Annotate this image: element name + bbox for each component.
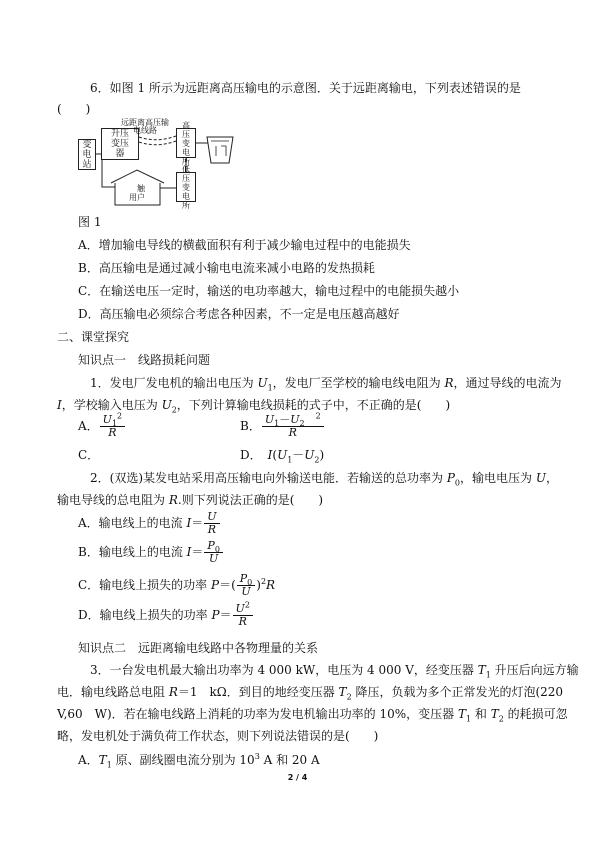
subscript: 1 <box>466 714 472 724</box>
subscript: 1 <box>287 455 293 465</box>
variable: R <box>108 426 117 439</box>
transformer-symbol-icon <box>207 137 233 163</box>
subscript: 2 <box>299 419 305 429</box>
variable: P <box>211 608 220 622</box>
text-run: － <box>279 413 291 426</box>
variable: R <box>238 615 247 628</box>
high-voltage-substation-label: 高压变电所 <box>182 120 190 166</box>
text-run: 输电导线的总电阻为 <box>57 493 169 507</box>
subscript: 0 <box>214 545 220 555</box>
text-run: C． <box>78 448 100 462</box>
variable: U <box>257 376 268 390</box>
subscript: 1 <box>485 670 491 680</box>
question-1-stem-line-2 <box>57 397 450 413</box>
fraction <box>100 411 125 439</box>
variable: R <box>168 685 178 699</box>
question-1-option-c <box>78 447 99 463</box>
question-6-answer-blank: ( ) <box>57 102 91 116</box>
fraction-denominator <box>204 524 219 536</box>
variable: I <box>186 545 192 559</box>
variable: T <box>338 685 347 699</box>
user-label: 触用户 <box>129 184 145 202</box>
text-run: ，输电电压为 <box>460 471 536 485</box>
text-run: ( <box>272 448 278 462</box>
question-6-option-a: A．增加输电导线的横截面积有利于减少输电过程中的电能损失 <box>78 238 411 252</box>
text-run: .则下列说法正确的是( ) <box>177 493 324 507</box>
substation-box <box>78 139 96 170</box>
variable: U <box>277 448 288 462</box>
subscript: 2 <box>314 455 320 465</box>
variable: U <box>304 448 315 462</box>
text-run: 升压后向远方输 <box>490 663 579 677</box>
question-2-option-b <box>78 540 224 565</box>
fraction-denominator <box>262 427 324 439</box>
variable: U <box>207 510 217 523</box>
subscript: 0 <box>454 478 460 488</box>
text-run: A． <box>78 753 99 767</box>
question-2-stem-line-1 <box>90 470 558 486</box>
subscript: 0 <box>247 578 253 588</box>
variable: U <box>161 398 172 412</box>
text-run: B．输电线上的电流 <box>78 545 187 559</box>
question-2-option-c <box>78 573 275 598</box>
text-run: ，通过导线的电流为 <box>453 376 562 390</box>
text-run: ) <box>319 448 325 462</box>
text-run: 2．(双选)某发电站采用高压输电向外输送电能．若输送的总功率为 <box>90 471 447 485</box>
variable: P <box>211 578 220 592</box>
text-run: 的耗损可忽 <box>503 707 568 721</box>
substation-label: 变电站 <box>82 139 92 170</box>
fraction <box>262 411 324 439</box>
topic-1-heading: 知识点一 线路损耗问题 <box>78 353 211 367</box>
variable: T <box>490 707 499 721</box>
text-run: ，学校输入电压为 <box>61 398 162 412</box>
text-run: ＝ <box>191 545 204 559</box>
subscript: 1 <box>267 383 273 393</box>
superscript: 3 <box>254 752 260 761</box>
subscript: 2 <box>346 692 352 702</box>
superscript: 2 <box>315 411 321 421</box>
high-voltage-substation-box <box>176 120 196 166</box>
variable: I <box>57 398 62 412</box>
question-3-stem-line-2 <box>57 684 563 700</box>
variable: U <box>102 413 112 426</box>
question-6-option-b: B．高压输电是通过减小输电电流来减小电路的发热损耗 <box>78 261 375 275</box>
variable: I <box>267 448 273 462</box>
fraction <box>204 511 219 536</box>
connector-line <box>102 160 115 187</box>
transmission-line-wire <box>139 136 176 140</box>
text-run: 原、副线圈电流分别为 10 <box>111 753 255 767</box>
variable: R <box>168 493 178 507</box>
question-1-stem-line-1 <box>90 375 562 391</box>
text-run: B． <box>240 419 261 433</box>
fraction-denominator <box>100 427 125 439</box>
text-run: A 和 20 A <box>259 753 320 767</box>
variable: P <box>239 572 248 585</box>
figure-1-power-transmission-diagram <box>75 118 240 208</box>
fraction <box>237 573 256 598</box>
question-6-option-c: C．在输送电压一定时，输送的电功率越大，输电过程中的电能损失越小 <box>78 284 460 298</box>
variable: U <box>241 585 251 598</box>
variable: R <box>207 523 217 536</box>
subscript: 1 <box>111 419 118 429</box>
variable: U <box>235 602 245 615</box>
step-up-transformer-label: 升压变压器 <box>110 129 129 159</box>
fraction <box>204 540 223 565</box>
question-3-option-a <box>78 752 320 768</box>
low-voltage-substation-box <box>176 164 196 210</box>
text-run: ＝1 kΩ．到目的地经变压器 <box>177 685 339 699</box>
text-run: ， <box>545 471 558 485</box>
subscript: 2 <box>498 714 504 724</box>
text-run: V,60 W)．若在输电线路上消耗的功率为发电机输出功率的 10%，变压器 <box>57 707 458 721</box>
text-run: 和 <box>471 707 491 721</box>
text-run: 降压，负载为多个正常发光的灯泡(220 <box>351 685 564 699</box>
fraction <box>233 600 253 628</box>
text-run <box>305 413 316 426</box>
question-2-option-a <box>78 511 221 536</box>
variable: R <box>266 578 276 592</box>
text-run: ) <box>256 578 261 592</box>
text-run: － <box>292 448 305 462</box>
variable: I <box>186 516 192 530</box>
section-heading: 二、课堂探究 <box>57 330 130 344</box>
text-run: A．输电线上的电流 <box>78 516 187 530</box>
variable: P <box>207 539 215 552</box>
question-1-option-b <box>240 411 325 439</box>
figure-1-caption: 图 1 <box>78 215 102 229</box>
variable: R <box>444 376 454 390</box>
question-6-option-d: D．高压输电必须综合考虑各种因素，不一定是电压越高越好 <box>78 307 400 321</box>
text-run: 电．输电线路总电阻 <box>57 685 169 699</box>
page-number: 2 / 4 <box>287 773 308 782</box>
subscript: 2 <box>171 405 177 415</box>
subscript: 1 <box>106 760 112 770</box>
variable: U <box>535 471 546 485</box>
variable: P <box>446 471 455 485</box>
text-run: ＝( <box>219 578 236 592</box>
superscript: 2 <box>260 577 267 586</box>
question-6-stem-line-1: 6．如图 1 所示为远距离高压输电的示意图．关于远距离输电，下列表述错误的是 <box>90 81 521 95</box>
subscript: 1 <box>274 419 280 429</box>
text-run: A． <box>78 419 99 433</box>
text-run: ，发电厂至学校的输电线电阻为 <box>272 376 445 390</box>
question-2-option-d <box>78 600 254 628</box>
topic-2-heading: 知识点二 远距离输电线路中各物理量的关系 <box>78 641 319 655</box>
variable: T <box>457 707 466 721</box>
question-3-stem-line-3 <box>57 706 568 722</box>
question-1-option-a <box>78 411 126 439</box>
text-run: ＝ <box>219 608 232 622</box>
text-run: C．输电线上损失的功率 <box>78 578 211 592</box>
low-voltage-substation-label: 低压变电所 <box>182 164 190 210</box>
superscript: 2 <box>117 411 123 421</box>
variable: U <box>290 413 300 426</box>
text-run: ＝ <box>191 516 204 530</box>
fraction-denominator <box>233 616 253 628</box>
text-run: 略，发电机处于满负荷工作状态，则下列说法错误的是( ) <box>57 729 379 743</box>
question-1-option-d <box>240 447 324 463</box>
variable: U <box>209 552 219 565</box>
transmission-line-wire <box>139 141 176 145</box>
variable: T <box>98 753 107 767</box>
text-run: D．输电线上损失的功率 <box>78 608 212 622</box>
transmission-line-label: 远距离高压输电线路 <box>121 118 169 135</box>
text-run: ，下列计算输电线损耗的式子中，不正确的是( ) <box>176 398 451 412</box>
superscript: 2 <box>244 600 250 610</box>
variable: U <box>264 413 275 426</box>
fraction-denominator <box>237 586 256 598</box>
text-run: 1．发电厂发电机的输出电压为 <box>90 376 258 390</box>
question-3-stem-line-4 <box>57 728 378 744</box>
question-3-stem-line-1 <box>90 662 579 678</box>
variable: T <box>477 663 486 677</box>
fraction-denominator <box>204 553 223 565</box>
text-run: 3．一台发电机最大输出功率为 4 000 kW，电压为 4 000 V，经变压器 <box>90 663 478 677</box>
variable: R <box>288 426 297 439</box>
question-2-stem-line-2 <box>57 492 323 508</box>
text-run: D． <box>240 448 268 462</box>
